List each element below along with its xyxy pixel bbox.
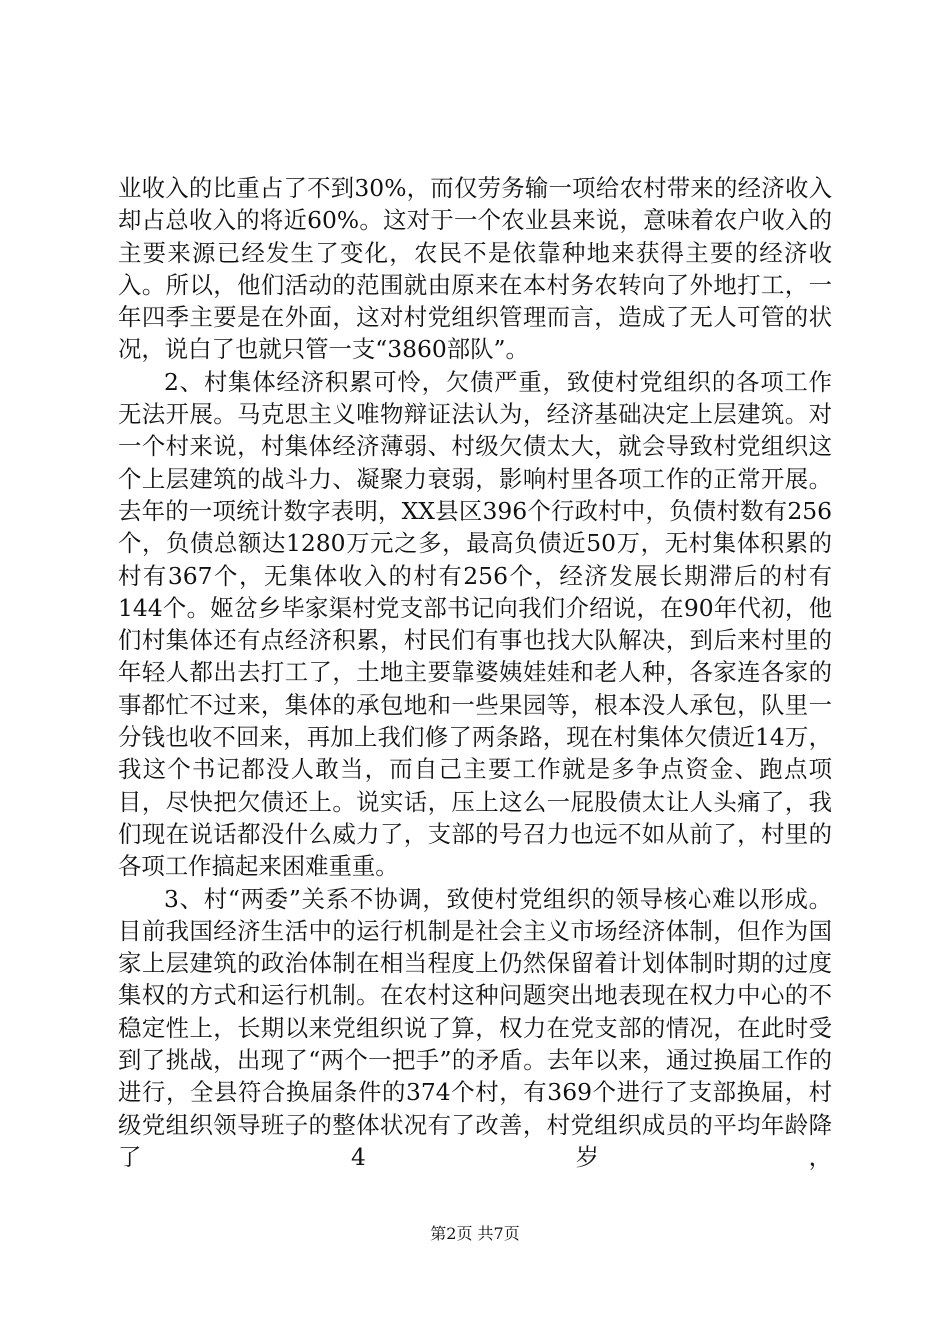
paragraph-two-committees: 3、村“两委”关系不协调，致使村党组织的领导核心难以形成。目前我国经济生活中的运行机制是社会主义市场经济体制，但作为国家上层建筑的政治体制在相当程度上仍然保留着计划体制时期的过度集权的方式和运行机制。在农村这种问题突出地表现在权力中心的不稳定性上，长期以来党组织说了算，权力在党支部的情况，在此时受到了挑战，出现了“两个一把手”的矛盾。去年以来，通过换届工作的进行，全县符合换届条件的374个村，有369个进行了支部换届，村级党组织领导班子的整体状况有了改善，村党组织成员的平均年龄降了4岁， [118, 884, 832, 1171]
paragraph-village-debt: 2、村集体经济积累可怜，欠债严重，致使村党组织的各项工作无法开展。马克思主义唯物辩证法认为，经济基础决定上层建筑。对一个村来说，村集体经济薄弱、村级欠债太大，就会导致村党组织这个上层建筑的战斗力、凝聚力衰弱，影响村里各项工作的正常开展。去年的一项统计数字表明，XX县区396个行政村中，负债村数有256个，负债总额达1280万元之多，最高负债近50万，无村集体积累的村有367个，无集体收入的村有256个，经济发展长期滞后的村有144个。姬岔乡毕家渠村党支部书记向我们介绍说，在90年代初，他们村集体还有点经济积累，村民们有事也找大队解决，到后来村里的年轻人都出去打工了，土地主要靠婆姨娃娃和老人种，各家连各家的事都忙不过来，集体的承包地和一些果园等，根本没人承包，队里一分钱也收不回来，再加上我们修了两条路，现在村集体欠债近14万，我这个书记都没人敢当，而自己主要工作就是多争点资金、跑点项目，尽快把欠债还上。说实话，压上这么一屁股债太让人头痛了，我们现在说话都没什么威力了，支部的号召力也远不如从前了，村里的各项工作搞起来困难重重。 [118, 367, 832, 881]
paragraph-continuation: 业收入的比重占了不到30%，而仅劳务输一项给农村带来的经济收入却占总收入的将近60%。这对于一个农业县来说，意味着农户收入的主要来源已经发生了变化，农民不是依靠种地来获得主要的经济收入。所以，他们活动的范围就由原来在本村务农转向了外地打工，一年四季主要是在外面，这对村党组织管理而言，造成了无人可管的状况，说白了也就只管一支“3860部队”。 [118, 174, 832, 364]
document-body [118, 172, 832, 1173]
page-number-footer: 第2页 共7页 [430, 1224, 520, 1243]
